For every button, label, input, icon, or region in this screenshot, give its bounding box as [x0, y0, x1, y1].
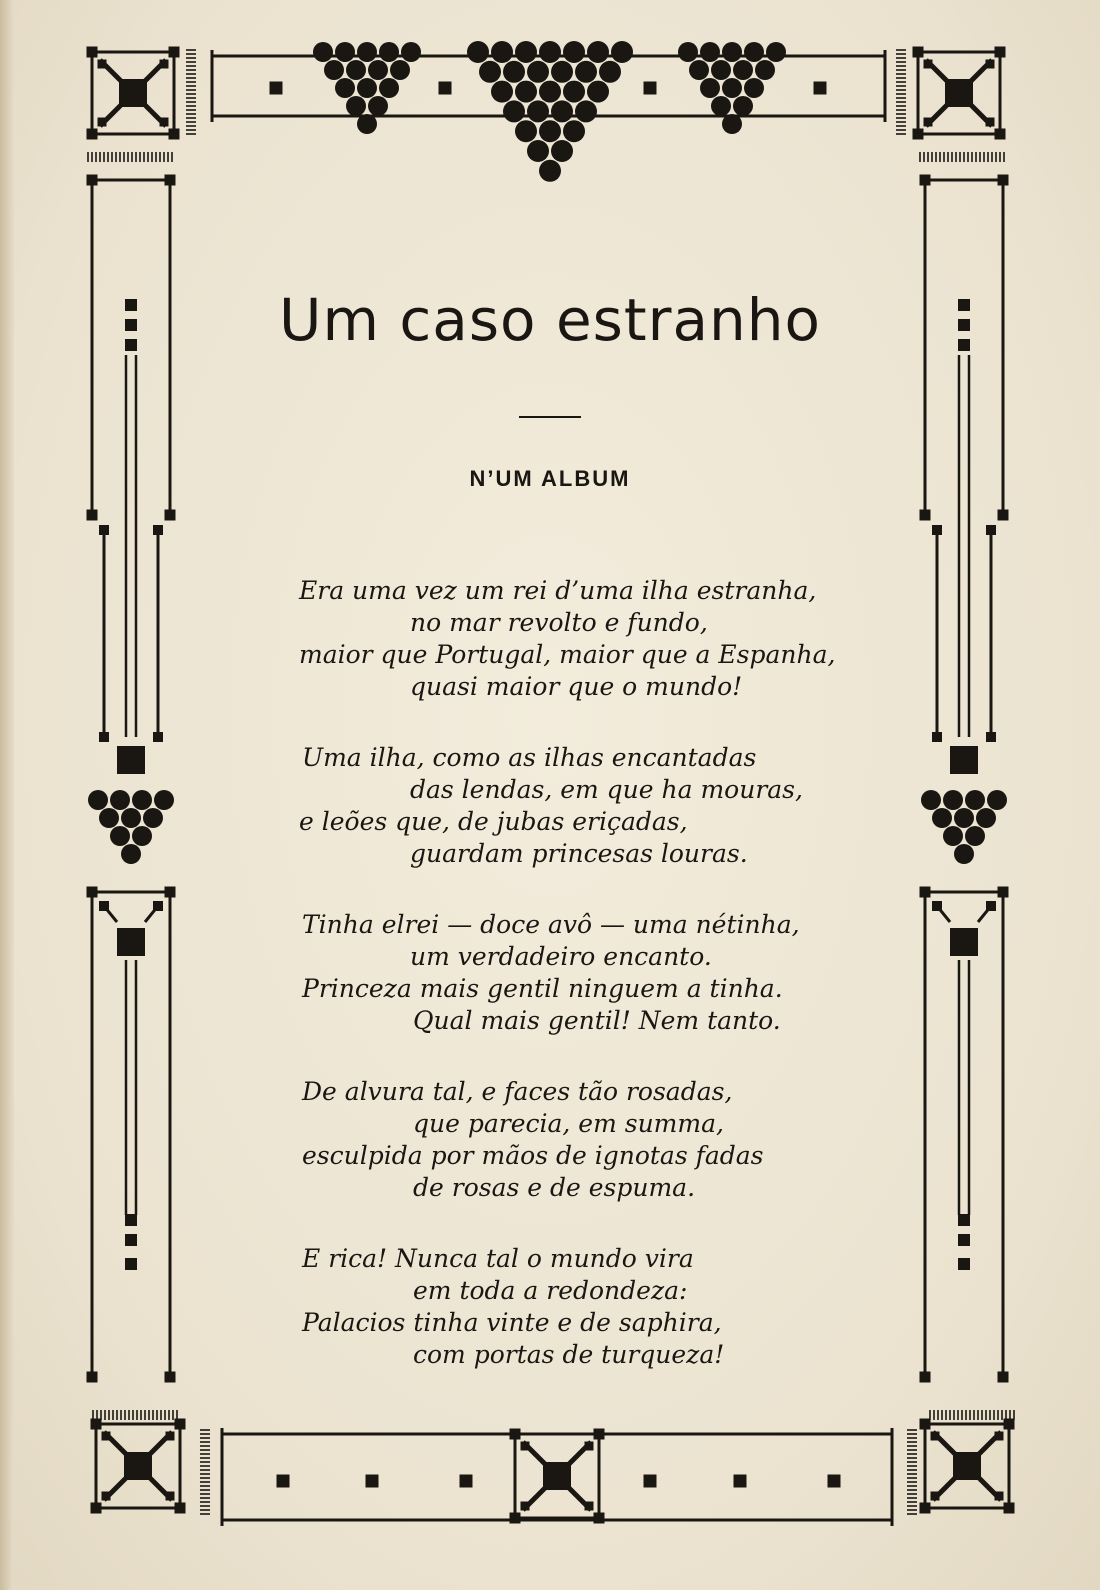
border-dot: [368, 96, 388, 116]
verse-line: um verdadeiro encanto.: [410, 942, 712, 971]
border-dot: [110, 826, 130, 846]
border-square: [521, 1442, 530, 1451]
verse-line: das lendas, em que ha mouras,: [410, 775, 803, 804]
border-dot: [965, 826, 985, 846]
border-square: [644, 82, 657, 95]
border-dot: [575, 61, 597, 83]
verse-line: De alvura tal, e faces tão rosadas,: [302, 1077, 733, 1106]
border-square: [160, 60, 169, 69]
border-square: [102, 1432, 111, 1441]
border-square: [995, 47, 1006, 58]
border-dot: [689, 60, 709, 80]
border-square: [119, 79, 147, 107]
border-dot: [346, 96, 366, 116]
border-square: [986, 901, 996, 911]
border-dot: [551, 140, 573, 162]
border-dot: [401, 42, 421, 62]
border-square: [117, 746, 145, 774]
border-square: [521, 1502, 530, 1511]
border-square: [932, 732, 942, 742]
border-dot: [575, 100, 597, 122]
verse-line: maior que Portugal, maior que a Espanha,: [299, 640, 836, 669]
border-dot: [711, 60, 731, 80]
border-square: [166, 1432, 175, 1441]
border-square: [366, 1475, 379, 1488]
border-square: [510, 1513, 521, 1524]
border-square: [924, 60, 933, 69]
border-dot: [467, 41, 489, 63]
border-dot: [132, 790, 152, 810]
border-dot: [379, 78, 399, 98]
border-dot: [722, 78, 742, 98]
border-square: [99, 901, 109, 911]
border-dot: [932, 808, 952, 828]
border-dot: [733, 60, 753, 80]
border-square: [87, 129, 98, 140]
border-square: [998, 510, 1009, 521]
border-square: [995, 1432, 1004, 1441]
border-square: [945, 79, 973, 107]
border-dot: [313, 42, 333, 62]
border-square: [1004, 1503, 1015, 1514]
border-square: [931, 1432, 940, 1441]
verse-line: que parecia, em summa,: [413, 1109, 724, 1138]
border-square: [117, 928, 145, 956]
border-square: [125, 1214, 137, 1226]
border-dot: [733, 96, 753, 116]
border-square: [814, 82, 827, 95]
verse-line: de rosas e de espuma.: [413, 1173, 696, 1202]
border-square: [166, 1492, 175, 1501]
border-square: [995, 129, 1006, 140]
border-dot: [335, 42, 355, 62]
border-square: [98, 118, 107, 127]
border-dot: [744, 78, 764, 98]
border-square: [153, 732, 163, 742]
border-dot: [678, 42, 698, 62]
verse-line: Palacios tinha vinte e de saphira,: [302, 1308, 722, 1337]
border-square: [439, 82, 452, 95]
border-dot: [987, 790, 1007, 810]
border-dot: [722, 42, 742, 62]
border-dot: [539, 160, 561, 182]
border-square: [920, 1372, 931, 1383]
border-square: [98, 60, 107, 69]
border-dot: [346, 60, 366, 80]
border-square: [594, 1513, 605, 1524]
border-square: [91, 1503, 102, 1514]
border-square: [270, 82, 283, 95]
border-dot: [744, 42, 764, 62]
border-dot: [527, 100, 549, 122]
border-square: [950, 746, 978, 774]
border-square: [87, 1372, 98, 1383]
border-square: [953, 1452, 981, 1480]
border-dot: [587, 81, 609, 103]
verse-line: em toda a redondeza:: [413, 1276, 688, 1305]
border-square: [920, 1503, 931, 1514]
border-square: [124, 1452, 152, 1480]
border-square: [920, 1419, 931, 1430]
border-square: [169, 47, 180, 58]
verse-line: com portas de turqueza!: [413, 1340, 725, 1369]
border-square: [958, 1258, 970, 1270]
border-dot: [88, 790, 108, 810]
border-dot: [503, 61, 525, 83]
border-square: [644, 1475, 657, 1488]
border-square: [585, 1502, 594, 1511]
border-dot: [539, 120, 561, 142]
border-dot: [154, 790, 174, 810]
border-square: [153, 525, 163, 535]
border-square: [986, 732, 996, 742]
border-square: [986, 118, 995, 127]
border-square: [986, 525, 996, 535]
border-dot: [755, 60, 775, 80]
verse-line: Era uma vez um rei d’uma ilha estranha,: [299, 576, 817, 605]
border-dot: [943, 826, 963, 846]
border-dot: [563, 81, 585, 103]
border-dot: [390, 60, 410, 80]
border-square: [153, 901, 163, 911]
border-square: [924, 118, 933, 127]
border-dot: [503, 100, 525, 122]
verse-line: no mar revolto e fundo,: [410, 608, 708, 637]
border-dot: [491, 41, 513, 63]
border-dot: [357, 42, 377, 62]
border-square: [932, 525, 942, 535]
border-dot: [121, 844, 141, 864]
border-dot: [965, 790, 985, 810]
border-square: [510, 1429, 521, 1440]
border-square: [87, 47, 98, 58]
border-square: [958, 1214, 970, 1226]
border-dot: [921, 790, 941, 810]
border-square: [175, 1503, 186, 1514]
verse-line: E rica! Nunca tal o mundo vira: [302, 1244, 694, 1273]
border-square: [913, 129, 924, 140]
border-dot: [976, 808, 996, 828]
border-square: [594, 1429, 605, 1440]
border-square: [99, 525, 109, 535]
border-square: [828, 1475, 841, 1488]
border-square: [913, 47, 924, 58]
title-divider: [519, 416, 581, 418]
verse-line: Princeza mais gentil ninguem a tinha.: [302, 974, 783, 1003]
verse-line: Tinha elrei — doce avô — uma nétinha,: [302, 910, 800, 939]
border-dot: [722, 114, 742, 134]
border-square: [931, 1492, 940, 1501]
border-dot: [143, 808, 163, 828]
border-dot: [121, 808, 141, 828]
border-square: [734, 1475, 747, 1488]
border-square: [460, 1475, 473, 1488]
border-dot: [335, 78, 355, 98]
border-square: [160, 118, 169, 127]
border-dot: [515, 81, 537, 103]
border-dot: [539, 81, 561, 103]
border-dot: [700, 42, 720, 62]
border-square: [277, 1475, 290, 1488]
border-square: [998, 1372, 1009, 1383]
border-dot: [357, 114, 377, 134]
border-dot: [99, 808, 119, 828]
verse-line: e leões que, de jubas eriçadas,: [299, 807, 688, 836]
border-dot: [527, 61, 549, 83]
verse-line: quasi maior que o mundo!: [410, 672, 743, 701]
border-square: [102, 1492, 111, 1501]
border-dot: [954, 808, 974, 828]
border-dot: [479, 61, 501, 83]
verse-line: Qual mais gentil! Nem tanto.: [413, 1006, 781, 1035]
border-dot: [368, 60, 388, 80]
border-square: [125, 1234, 137, 1246]
poem-title: Um caso estranho: [279, 286, 821, 354]
border-dot: [527, 140, 549, 162]
border-dot: [563, 41, 585, 63]
border-square: [543, 1462, 571, 1490]
border-dot: [515, 120, 537, 142]
border-dot: [599, 61, 621, 83]
border-square: [165, 510, 176, 521]
border-dot: [324, 60, 344, 80]
border-dot: [515, 41, 537, 63]
border-dot: [110, 790, 130, 810]
border-square: [165, 1372, 176, 1383]
border-dot: [954, 844, 974, 864]
border-square: [585, 1442, 594, 1451]
border-square: [920, 510, 931, 521]
border-dot: [766, 42, 786, 62]
border-square: [986, 60, 995, 69]
border-dot: [587, 41, 609, 63]
border-dot: [711, 96, 731, 116]
border-square: [932, 901, 942, 911]
verse-line: esculpida por mãos de ignotas fadas: [302, 1141, 764, 1170]
border-dot: [491, 81, 513, 103]
border-square: [958, 1234, 970, 1246]
verse-line: Uma ilha, como as ilhas encantadas: [302, 743, 757, 772]
border-square: [87, 510, 98, 521]
border-square: [169, 129, 180, 140]
border-square: [950, 928, 978, 956]
border-dot: [551, 61, 573, 83]
border-dot: [700, 78, 720, 98]
border-dot: [379, 42, 399, 62]
border-square: [175, 1419, 186, 1430]
border-dot: [132, 826, 152, 846]
border-square: [1004, 1419, 1015, 1430]
border-square: [99, 732, 109, 742]
verse-line: guardam princesas louras.: [410, 839, 748, 868]
border-dot: [357, 78, 377, 98]
border-square: [91, 1419, 102, 1430]
border-dot: [563, 120, 585, 142]
border-dot: [539, 41, 561, 63]
poem-subtitle: N’UM ALBUM: [469, 466, 631, 491]
border-square: [995, 1492, 1004, 1501]
border-square: [125, 1258, 137, 1270]
border-dot: [551, 100, 573, 122]
border-dot: [943, 790, 963, 810]
border-dot: [611, 41, 633, 63]
